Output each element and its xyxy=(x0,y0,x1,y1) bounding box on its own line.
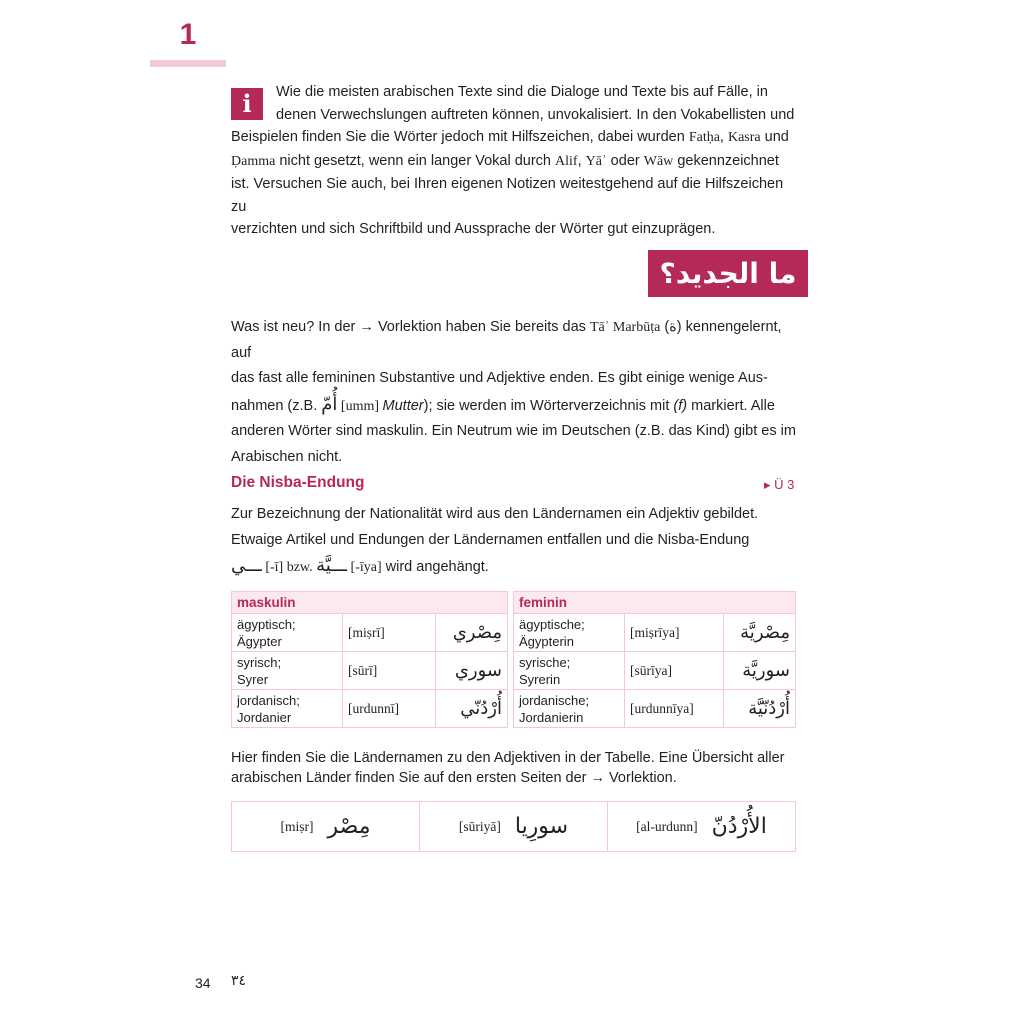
term-waw: Wāw xyxy=(643,153,674,169)
country-arabic: مِصْر xyxy=(327,814,371,839)
table-row: ägyptische; Ägypterin [miṣrīya] مِصْريَّة xyxy=(514,614,796,652)
intro-line: Arabischen nicht. xyxy=(231,448,343,465)
country-cell xyxy=(232,802,420,851)
country-translit: [miṣr] xyxy=(280,818,314,834)
section-heading-arabic: ما الجديد؟ xyxy=(648,250,808,297)
nisba-section-title: Die Nisba-Endung xyxy=(231,474,365,491)
intro-line: das fast alle femininen Substantive und Adjektive enden. Es gibt einige wenige Aus- xyxy=(231,370,768,386)
info-line: verzichten und sich Schriftbild und Aussprache der Wörter gut einzuprägen. xyxy=(231,221,716,237)
nisba-ending-fem: ـــيَّة xyxy=(316,555,348,576)
info-line: ist. Versuchen Sie auch, bei Ihren eigenen Notizen weitestgehend auf die Hilfszeichen zu xyxy=(231,176,784,215)
table-header-feminine: feminin xyxy=(514,592,796,614)
term-ya: Yāʾ xyxy=(585,153,607,169)
exercise-reference: ▸ Ü 3 xyxy=(764,477,795,492)
info-line: Beispielen finden Sie die Wörter jedoch mit Hilfszeichen, dabei wurden Fatḥa, Kasra und xyxy=(231,129,789,145)
table-row: syrisch; Syrer [sūrī] سوري xyxy=(232,652,508,690)
intro-line: nahmen (z.B. أُمّ [umm] Mutter); sie werden im Wörterverzeichnis mit (f) markiert. Alle xyxy=(231,393,775,415)
table-feminine xyxy=(513,591,796,728)
country-translit: [al-urdunn] xyxy=(636,818,698,834)
nisba-line: Zur Bezeichnung der Nationalität wird aus den Ländernamen ein Adjektiv gebildet. xyxy=(231,506,759,522)
nisba-line: Etwaige Artikel und Endungen der Ländernamen entfallen und die Nisba-Endung xyxy=(231,531,750,548)
country-arabic: الأُرْدُنّ xyxy=(711,814,767,839)
table-row: ägyptisch; Ägypter [miṣrī] مِصْري xyxy=(232,614,508,652)
intro-line: anderen Wörter sind maskulin. Ein Neutrum wie im Deutschen (z.B. das Kind) gibt es im xyxy=(231,423,796,439)
umm-german: Mutter xyxy=(382,397,424,414)
intro-line: Was ist neu? In der → Vorlektion haben Sie bereits das Tāʾ Marbūṭa (ة) kennengelernt, auf xyxy=(231,319,782,361)
chapter-number: 1 xyxy=(179,18,197,51)
table-row: jordanisch; Jordanier [urdunnī] أُرْدُنّي xyxy=(232,690,508,728)
table-row: jordanische; Jordanierin [urdunnīya] أُرْدُنّيَّة xyxy=(514,690,796,728)
nisba-ending-masc: ـــي xyxy=(231,555,262,576)
term-ta-marbuta: Tāʾ Marbūṭa xyxy=(589,320,661,335)
table-header-masculine: maskulin xyxy=(232,592,508,614)
country-translit: [sūriyā] xyxy=(458,818,501,834)
umm-arabic: أُمّ xyxy=(321,393,338,415)
term-kasra: Kasra xyxy=(727,130,761,145)
countries-intro xyxy=(231,748,801,788)
term-alif: Alif xyxy=(555,153,578,169)
table-masculine xyxy=(231,591,508,728)
countries-intro-line: Hier finden Sie die Ländernamen zu den Adjektiven in der Tabelle. Eine Übersicht aller xyxy=(231,750,785,766)
table-row: syrische; Syrerin [sūrīya] سوريَّة xyxy=(514,652,796,690)
country-arabic: سورِيا xyxy=(514,814,569,839)
intro-paragraph xyxy=(231,315,801,470)
term-fatha: Fatḥa xyxy=(688,130,720,145)
info-icon: i xyxy=(231,88,263,120)
countries-table xyxy=(231,801,796,852)
country-cell xyxy=(608,802,795,851)
info-line: Wie die meisten arabischen Texte sind die Dialoge und Texte bis auf Fälle, in xyxy=(276,84,768,100)
nisba-line: ـــي [-ī] bzw. ـــيَّة [-īya] wird angehängt. xyxy=(231,555,489,576)
feminine-mark: (f) xyxy=(673,397,688,414)
countries-intro-line: arabischen Länder finden Sie auf den ersten Seiten der → Vorlektion. xyxy=(231,770,677,786)
page-number: 34 xyxy=(195,975,211,991)
info-note xyxy=(231,81,801,241)
ta-marbuta-char: ة xyxy=(669,319,677,335)
info-line: denen Verwechslungen auftreten können, unvokalisiert. In den Vokabellisten und xyxy=(276,106,795,123)
page-number-arabic: ٣٤ xyxy=(231,973,247,989)
nisba-paragraph xyxy=(231,502,801,581)
info-line: Ḍamma nicht gesetzt, wenn ein langer Vokal durch Alif, Yāʾ oder Wāw gekennzeichnet xyxy=(231,152,779,169)
term-damma: Ḍamma xyxy=(231,153,276,169)
country-cell xyxy=(420,802,608,851)
chapter-underline xyxy=(150,60,226,67)
